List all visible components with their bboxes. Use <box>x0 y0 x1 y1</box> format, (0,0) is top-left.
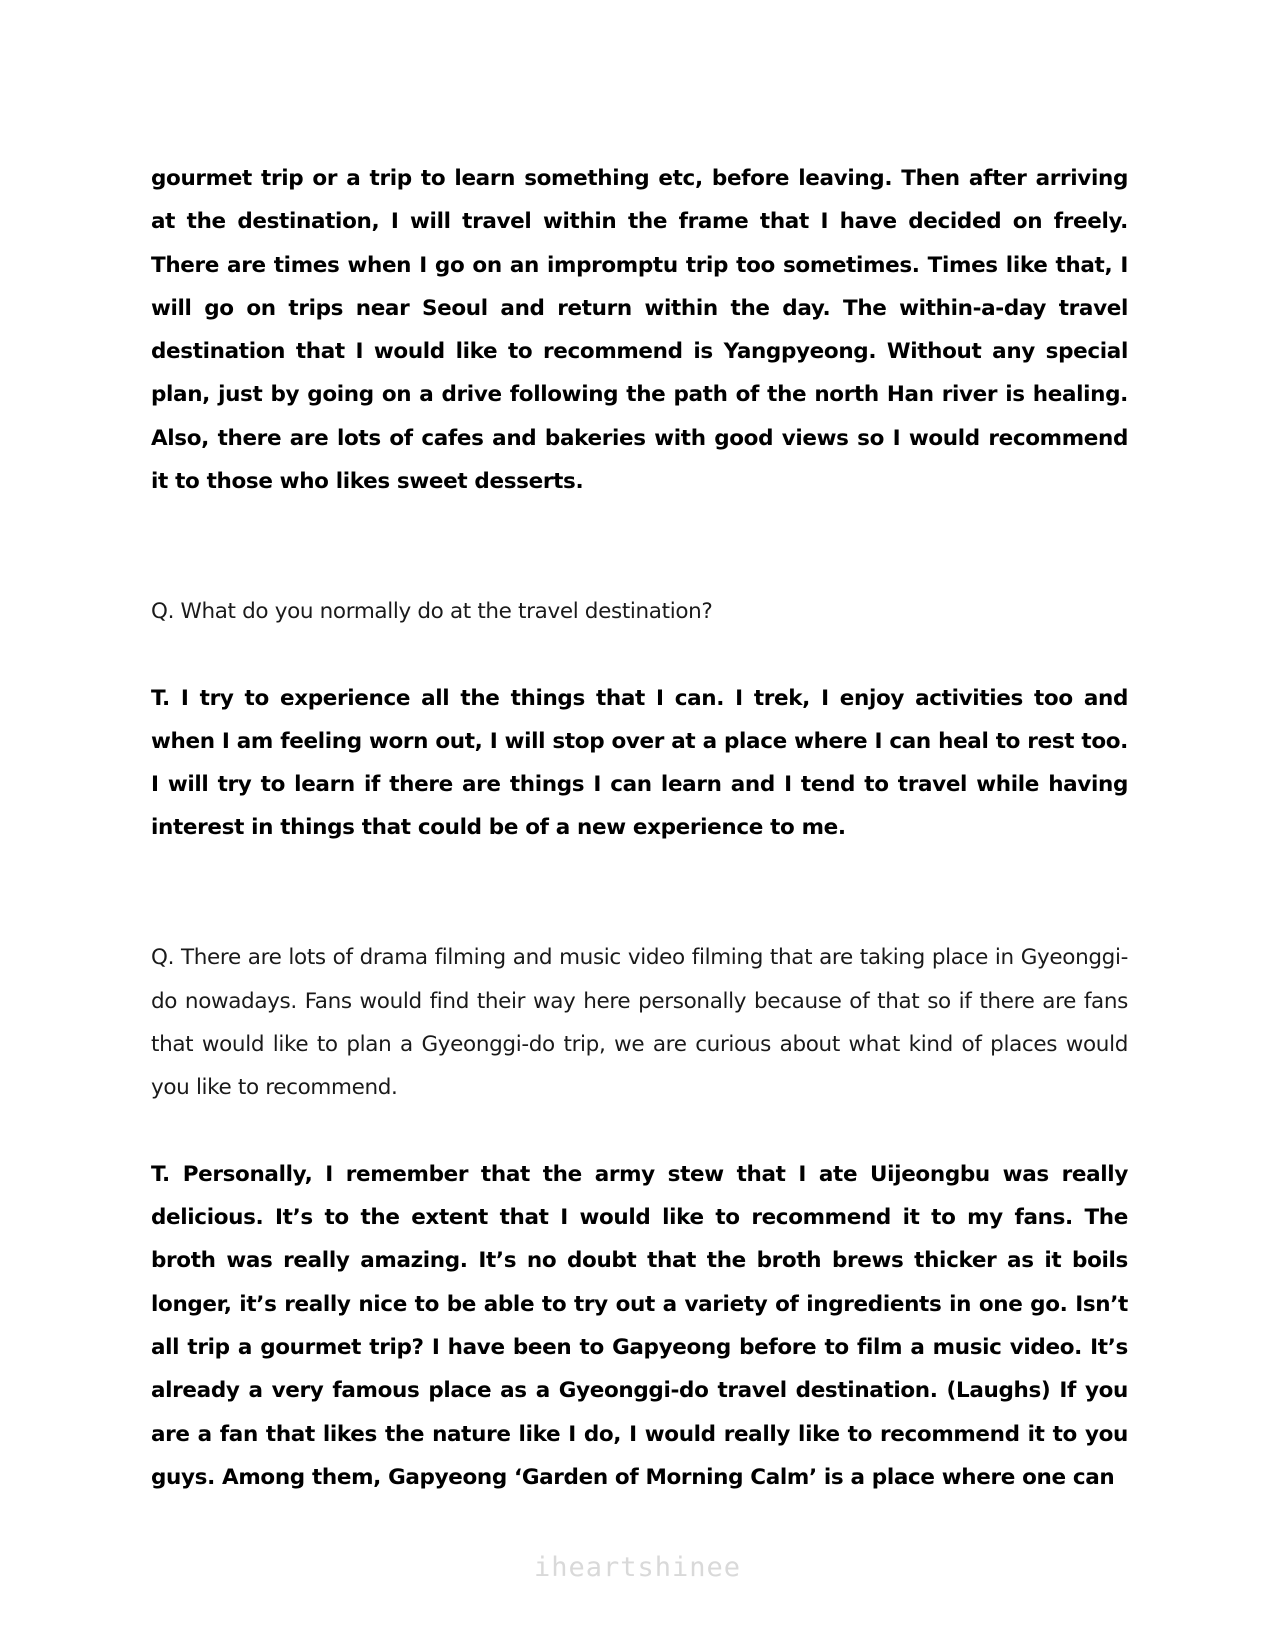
question-travel-activities: Q. What do you normally do at the travel destination? <box>151 598 713 624</box>
paragraph-spacer <box>151 633 1128 676</box>
answer-gyeonggi-recommendation: T. Personally, I remember that the army stew that I ate Uijeongbu was really delicious. It’s to the extent that I would like to recommend it to my fans. The broth was really amazing. It’s no doubt that the broth brews thicker as it boils longer, it’s really nice to be able to try out a variety of ingredients in one go. Isn’t all trip a gourmet trip? I have been to Gapyeong before to film a music video. It’s already a very famous place as a Gyeonggi-do travel destination. (Laughs) If you are a fan that likes the nature like I do, I would really like to recommend it to you guys. Among them, Gapyeong ‘Garden of Morning Calm’ is a place where one can <box>151 1161 1128 1490</box>
paragraph-spacer <box>151 1110 1128 1153</box>
paragraph-spacer <box>151 503 1128 590</box>
watermark: iheartshinee <box>533 1552 742 1583</box>
document-page <box>151 157 1128 1499</box>
question-gyeonggi-recommendation: Q. There are lots of drama filming and music video filming that are taking place in Gyeonggi-do nowadays. Fans would find their way here personally because of that so if there are fans that would like to plan a Gyeonggi-do trip, we are curious about what kind of places would you like to recommend. <box>151 945 1128 1101</box>
answer-travel-activities: T. I try to experience all the things that I can. I trek, I enjoy activities too and when I am feeling worn out, I will stop over at a place where I can heal to rest too. I will try to learn if there are things I can learn and I tend to travel while having interest in things that could be of a new experience to me. <box>151 685 1128 841</box>
answer-paragraph-continued: gourmet trip or a trip to learn something etc, before leaving. Then after arriving at the destination, I will travel within the frame that I have decided on freely. There are times when I go on an impromptu trip too sometimes. Times like that, I will go on trips near Seoul and return within the day. The within-a-day travel destination that I would like to recommend is Yangpyeong. Without any special plan, just by going on a drive following the path of the north Han river is healing. Also, there are lots of cafes and bakeries with good views so I would recommend it to those who likes sweet desserts. <box>151 166 1128 495</box>
paragraph-spacer <box>151 850 1128 937</box>
